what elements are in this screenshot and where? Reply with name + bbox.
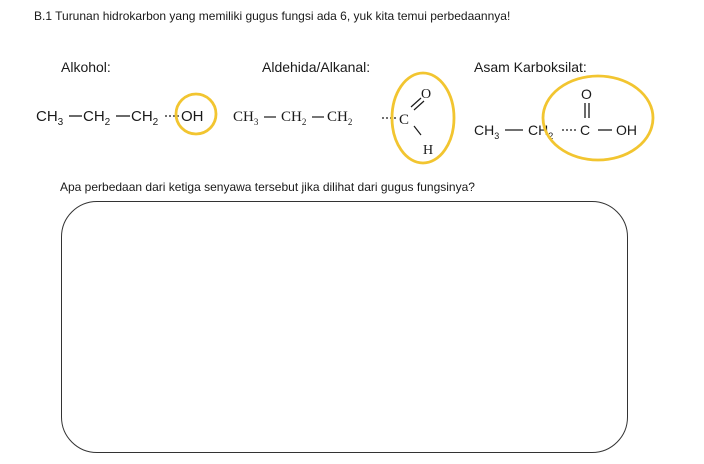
acid-oxygen: O	[581, 86, 592, 102]
alcohol-label: Alkohol:	[61, 59, 111, 75]
aldehyde-ch2a: CH	[281, 109, 302, 125]
aldehyde-ch2b: CH	[327, 109, 348, 125]
aldehyde-carbon: C	[399, 112, 410, 128]
svg-text:CH3: $CH_3$	[233, 109, 259, 127]
question-title: B.1 Turunan hidrokarbon yang memiliki gugus fungsi ada 6, yuk kita temui perbedaannya!	[34, 9, 511, 23]
svg-text:CH2: $CH_2$	[83, 108, 111, 128]
answer-box[interactable]	[61, 201, 628, 453]
acid-highlight-circle	[543, 76, 653, 160]
alcohol-ch3: CH	[36, 108, 58, 125]
svg-text:CH2: $CH_2$	[528, 122, 554, 141]
carboxylic-acid-label: Asam Karboksilat:	[474, 59, 587, 75]
aldehyde-hydrogen: H	[423, 143, 434, 158]
svg-text:CH3: $CH_3$	[36, 108, 64, 128]
question-text: Apa perbedaan dari ketiga senyawa tersebut jika dilihat dari gugus fungsinya?	[60, 180, 475, 194]
svg-text:CH2: $CH_2$	[327, 109, 353, 127]
svg-text:CH2: $CH_2$	[281, 109, 307, 127]
aldehyde-oxygen: O	[421, 87, 432, 102]
alcohol-ch2a: CH	[83, 108, 105, 125]
acid-ch2: CH	[528, 122, 549, 138]
acid-ch3: CH	[474, 122, 495, 138]
aldehyde-ch3: CH	[233, 109, 254, 125]
acid-oh-group: OH	[616, 122, 637, 138]
acid-carbon: C	[580, 122, 591, 138]
alcohol-oh-group: OH	[181, 108, 204, 125]
alcohol-ch2b: CH	[131, 108, 153, 125]
svg-text:CH2: $CH_2$	[131, 108, 159, 128]
aldehyde-label: Aldehida/Alkanal:	[262, 59, 371, 75]
svg-text:CH3: $CH_3$	[474, 122, 500, 141]
